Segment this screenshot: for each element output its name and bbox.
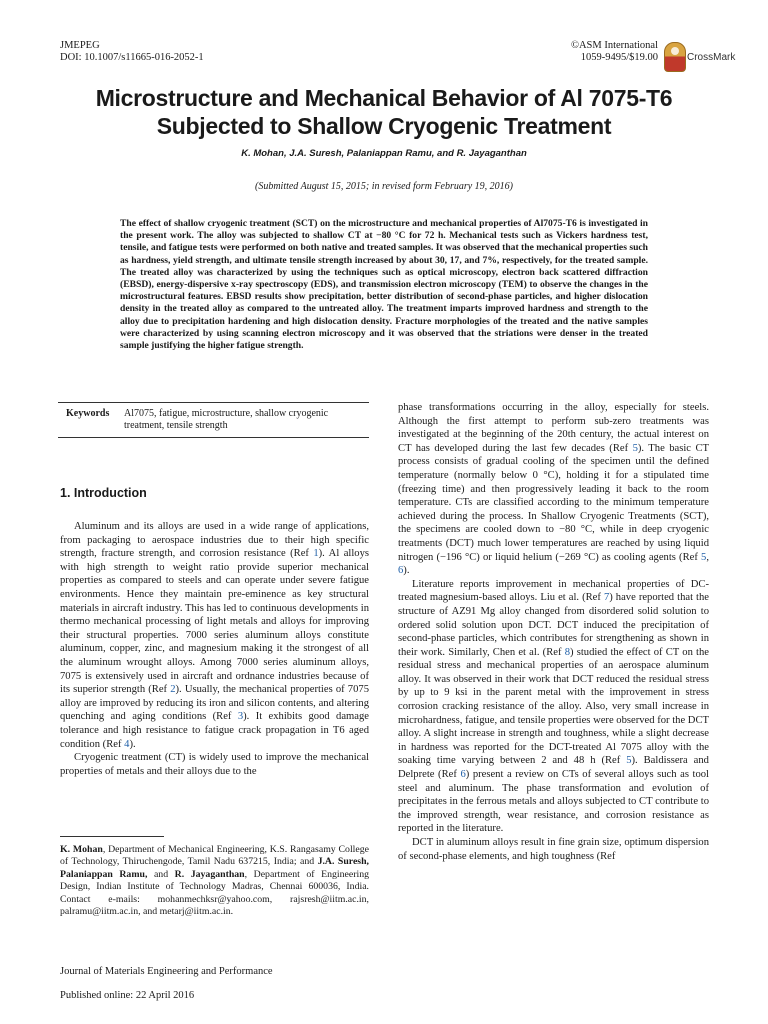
text-run: ) present a review on CTs of several alloys such as tool steel and aluminum. The phase transformation and evolution of precipitates in the ferrous metals and alloys subjected to CT contribute to the improved strength, wear resistance, and corrosion resistance as reported in the literature. [398, 769, 710, 835]
text-run: , Department of Mechanical Engineering, K.S. Rangasamy College of Technology, Thiruchengode, Tamil Nadu 637215, India; and [60, 844, 369, 868]
journal-code: JMEPEG [60, 40, 100, 51]
publisher: ©ASM International [570, 40, 658, 51]
paragraph: DCT in aluminum alloys result in fine grain size, optimum dispersion of second-phase elements, and high toughness (Ref [398, 837, 709, 862]
text-run: ). It exhibits good damage tolerance and high resistance to fatigue crack propagation in T6 aged condition (Ref [60, 711, 369, 750]
ref-link[interactable]: 7 [603, 592, 610, 604]
footnote-divider [60, 836, 164, 837]
footer-published-date: Published online: 22 April 2016 [60, 990, 195, 1001]
section-heading-introduction: 1. Introduction [60, 486, 147, 500]
running-header-right [571, 40, 658, 64]
ref-link[interactable]: 1 [313, 548, 319, 560]
text-run: ). Usually, the mechanical properties of 7075 alloy are improved by reducing its iron and silicon contents, and altering quenching and aging conditions (Ref [60, 684, 369, 723]
doi[interactable]: DOI: 10.1007/s11665-016-2052-1 [60, 52, 204, 63]
author-name: R. Jayaganthan [174, 868, 245, 880]
text-run: ). [403, 565, 410, 577]
paragraph [398, 401, 709, 578]
crossmark-label: CrossMark [687, 52, 736, 63]
ref-link[interactable]: 5 [626, 755, 632, 767]
crossmark-icon [664, 42, 686, 72]
paragraph [398, 578, 709, 836]
footer-journal-name: Journal of Materials Engineering and Performance [60, 966, 273, 977]
paper-title: Microstructure and Mechanical Behavior of Al 7075-T6 Subjected to Shallow Cryogenic Treatment [95, 85, 673, 139]
paragraph: Cryogenic treatment (CT) is widely used to improve the mechanical properties of metals and their alloys due to the [60, 752, 369, 777]
text-run: ) have reported that the structure of AZ91 Mg alloy changed from disordered solid solution to ordered solid solution upon DCT. DCT induced the precipitation of second-phase particles, which contributes for strengthening as shown in their work. Similarly, Chen et al. (Ref [398, 592, 709, 658]
text-run: phase transformations occurring in the alloy, especially for steels. Although the first attempt to perform sub-zero treatments was investigated at the beginning of the 20th century, the actual interest on CT has developed during the last few decades (Ref [398, 402, 709, 454]
text-run: ). Baldissera and Delprete (Ref [398, 755, 709, 781]
ref-link[interactable]: 5 [701, 551, 707, 563]
ref-link[interactable]: 3 [237, 711, 244, 723]
authors: K. Mohan, J.A. Suresh, Palaniappan Ramu, and R. Jayaganthan [241, 148, 527, 159]
text-run: Aluminum and its alloys are used in a wide range of applications, from packaging to aerospace industries due to their high specific strength, fracture strength, and corrosion resistance (Ref [60, 521, 369, 560]
keywords-label: Keywords [66, 408, 110, 419]
ref-link[interactable]: 5 [632, 442, 638, 454]
ref-link[interactable]: 4 [124, 738, 130, 750]
text-run: ). [129, 738, 136, 750]
ref-link[interactable]: 2 [170, 684, 176, 696]
keywords-text: Al7075, fatigue, microstructure, shallow cryogenic treatment, tensile strength [124, 408, 329, 431]
price: 1059-9495/$19.00 [580, 52, 658, 63]
crossmark-logo[interactable] [664, 40, 736, 76]
author-name: K. Mohan [60, 844, 103, 855]
text-run: , [706, 551, 709, 563]
ref-link[interactable]: 6 [398, 565, 404, 577]
introduction-left-column [60, 520, 369, 778]
ref-link[interactable]: 6 [460, 769, 466, 781]
text-run: ) studied the effect of CT on the residual stress and mechanical properties of an aerospace aluminum alloy. It was observed in their work that DCT reduced the residual stress by up to 9 ksi in the parent metal with the improvement in stress corrosion cracking resistance of the alloy. Also, very small increase in microhardness, fatigue, and tensile properties were observed for the DCT alloy. A slight increase in strength and toughness, while a slight decrease in hardness was reported for the DCT-treated Al 7075 alloy with the soaking time varying between 2 and 48 h (Ref [398, 646, 710, 767]
text-run: , Department of Engineering Design, Indian Institute of Technology Madras, Chennai 600036, India. Contact e-mails: mohanmechksr@yahoo.com, rajsresh@iitm.ac.in, palramu@iitm.ac.in, and metarj@iitm.ac.in. [60, 868, 369, 918]
introduction-right-column [398, 401, 709, 863]
keywords-box [58, 402, 369, 438]
author-name: J.A. Suresh, Palaniappan Ramu, [60, 856, 369, 880]
text-run: Literature reports improvement in mechanical properties of DC-treated magnesium-based alloys. Liu et al. (Ref [398, 578, 709, 604]
text-run: and [147, 868, 175, 880]
submission-dates: (Submitted August 15, 2015; in revised form February 19, 2016) [254, 181, 514, 192]
text-run: ). The basic CT process consists of gradual cooling of the specimen until the defined temperature (normally below 0 °C), holding it for a stipulated time (freezing time) and then progressively leading it back to the room temperature. CTs are classified according to the minimum temperature achieved during the process. In Shallow Cryogenic Treatments (SCT), the specimens are cooled down to −80 °C, while in deep cryogenic treatments (DCT) much lower temperatures are reached by using liquid nitrogen (−196 °C) or liquid helium (−269 °C) as cooling agents (Ref [398, 442, 709, 563]
paragraph [60, 520, 369, 751]
author-affiliations [60, 844, 369, 918]
running-header-left [60, 40, 204, 64]
abstract: The effect of shallow cryogenic treatment (SCT) on the microstructure and mechanical properties of Al7075-T6 is investigated in the present work. The alloy was subjected to shallow CT at −80 °C for 72 h. Mechanical tests such as Vickers hardness test, tensile, and fatigue tests were performed on both native and treated samples. It was observed that the mechanical properties such as hardness, yield strength, and ultimate tensile strength increased by about 30, 17, and 7%, respectively, for the treated sample. The treated alloy was characterized by using the techniques such as optical microscopy, electron back scattered diffraction (EBSD), energy-dispersive x-ray spectroscopy (EDS), and transmission electron microscopy (TEM) to observe the changes in the microstructural features. EBSD results show precipitation, better distribution of second-phase particles, and higher dislocation density in the treated alloy as compared to the untreated alloy. The treatment imparts improved hardness and strength to the alloy due to precipitation hardening and high dislocation density. Fracture morphologies of the treated and the native samples were characterized by using scanning electron microscopy and it was observed that the striations were denser in the treated sample justifying the higher fatigue strength. [120, 218, 648, 352]
text-run: ). Al alloys with high strength to weight ratio provide superior mechanical properties as compared to steels and can operate under severe fatigue environments. Hence they maintain pre-eminence as key structural materials in aircraft industry. This has led to continuous developments in thermo mechanical processing of light metals and alloys for improving their structural properties. 7000 series aluminum alloys constitute aluminum, copper, zinc, and magnesium making it the strongest of all the aluminum wrought alloys. Among 7000 series aluminum alloys, 7075 is extensively used in aircraft and ordnance industries because of its superior strength (Ref [60, 548, 369, 696]
ref-link[interactable]: 8 [564, 646, 570, 658]
